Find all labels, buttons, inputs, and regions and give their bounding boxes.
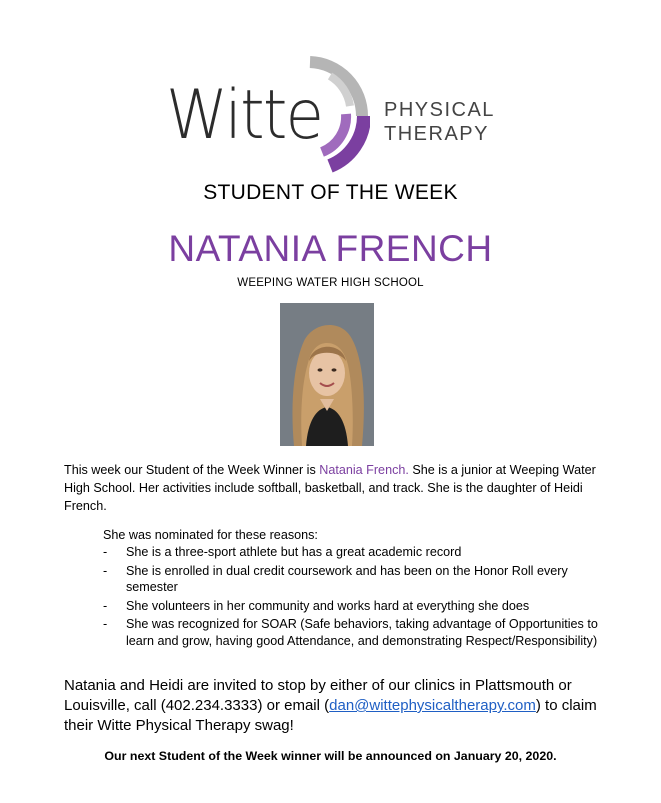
student-photo [280, 303, 374, 446]
footer-announcement: Our next Student of the Week winner will be announced on January 20, 2020. [104, 749, 557, 763]
intro-highlight-name: Natania French. [319, 463, 409, 477]
school-name: WEEPING WATER HIGH SCHOOL [237, 277, 424, 289]
intro-text-start: This week our Student of the Week Winner is [64, 463, 320, 477]
invite-text-start: Natania and Heidi are invited to stop by either of our clinics in Plattsmouth or Louisville, call (402.234.3333) or email ( [64, 677, 572, 714]
logo-subtitle [384, 98, 495, 146]
reason-item: - She is a three-sport athlete but has a great academic record [103, 545, 462, 559]
reasons-list [103, 544, 603, 651]
intro-text-end: She is a junior at Weeping Water High School. Her activities include softball, basketball, and track. She is the daughter of Heidi French. [64, 463, 596, 513]
student-name: NATANIA FRENCH [168, 228, 493, 269]
reason-text: She is enrolled in dual credit coursework and has been on the Honor Roll every semester [126, 563, 568, 594]
logo-line-2: THERAPY [384, 123, 489, 145]
logo-wordmark: Witte [166, 76, 323, 155]
logo-line-1: PHYSICAL [384, 99, 495, 121]
invite-text-end: ) to claim their Witte Physical Therapy swag! [64, 697, 597, 734]
email-link[interactable]: dan@wittephysicaltherapy.com [329, 697, 536, 714]
reason-text: She is a three-sport athlete but has a great academic record [126, 545, 462, 559]
reason-text: She volunteers in her community and works hard at everything she does [126, 598, 530, 613]
witte-logo [160, 56, 500, 181]
reason-text: She was recognized for SOAR (Safe behaviors, taking advantage of Opportunities to learn and grow, having good Attendance, and demonstrating Respect/Responsibility) [126, 617, 598, 648]
intro-paragraph [64, 461, 596, 515]
portrait-image [280, 303, 374, 446]
reason-item: - She is enrolled in dual credit coursework and has been on the Honor Roll every semester [103, 563, 568, 594]
reason-item: - She volunteers in her community and works hard at everything she does [103, 598, 530, 613]
reason-item: - She was recognized for SOAR (Safe behaviors, taking advantage of Opportunities to learn and grow, having good Attendance, and demonstrating Respect/Responsibility) [103, 617, 598, 648]
page-heading: STUDENT OF THE WEEK [203, 181, 458, 204]
nominated-label: She was nominated for these reasons: [103, 528, 318, 542]
invite-paragraph [64, 676, 604, 736]
